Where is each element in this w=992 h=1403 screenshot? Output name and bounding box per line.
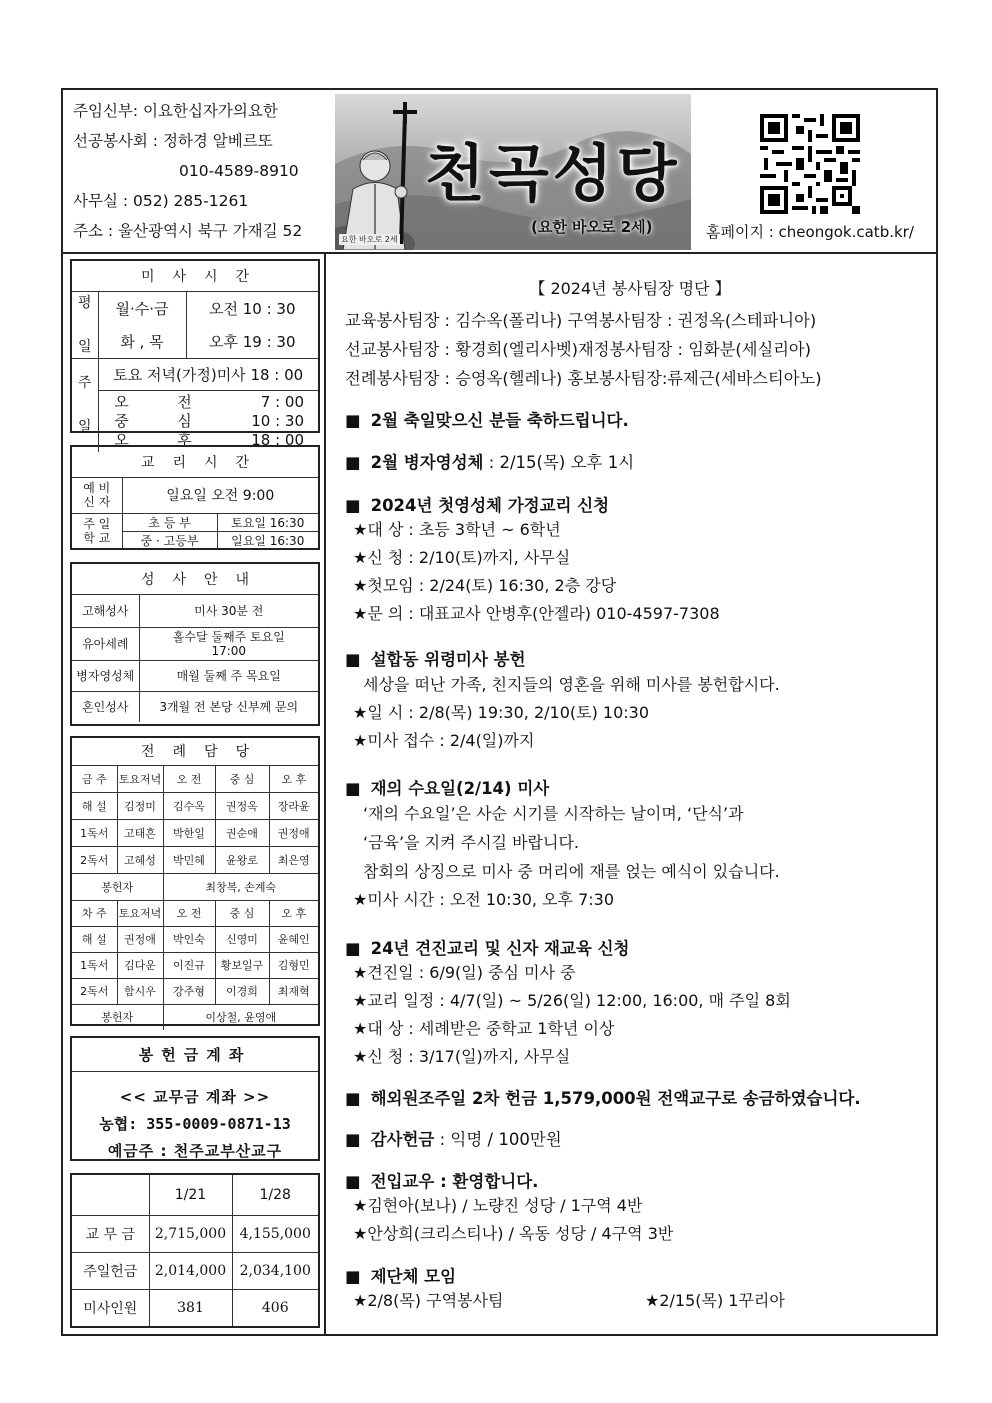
list-item: ★일 시 : 2/8(목) 19:30, 2/10(토) 10:30	[353, 703, 650, 722]
table-row: 교 무 금 2,715,000 4,155,000	[72, 1215, 318, 1252]
pastor: 주임신부: 이요한십자가의요한	[73, 102, 278, 120]
list-item: ★미사 접수 : 2/4(일)까지	[353, 731, 535, 750]
finance-table	[70, 1173, 320, 1328]
team-title: 【 2024년 봉사팀장 명단 】	[529, 279, 731, 298]
catechumen-label: 예 비 신 자	[72, 477, 122, 513]
weekday-days: 화 , 목	[98, 325, 186, 359]
table-row: 2독서 고혜성 박민혜 윤왕로 최은영	[72, 846, 318, 873]
liturgy-box	[70, 736, 320, 1026]
donation-line: << 교무금 계좌 >>	[119, 1088, 271, 1106]
table-row: 1독서 고태흔 박한일 권순애 권정애	[72, 819, 318, 846]
notice-ash-wednesday: ■ 재의 수요일(2/14) 미사 ‘재의 수요일’은 사순 시기를 시작하는 날이며, ‘단식’과 ‘금육’을 지켜 주시길 바랍니다. 참회의 상징으로 미사 중 머리에 재를 얹는 예식이 있습니다. ★미사 시간 : 오전 10:30, 오후 7:30	[345, 775, 780, 914]
weekday-label: 평 일	[72, 291, 98, 358]
notice-thanks-offering: ■ 감사헌금 : 익명 / 100만원	[345, 1130, 562, 1149]
paragraph: 세상을 떠난 가족, 친지들의 영혼을 위해 미사를 봉헌합시다.	[363, 675, 780, 694]
team-line: 선교봉사팀장 : 황경희(엘리사벳)재정봉사팀장 : 임화분(세실리아)	[345, 340, 812, 359]
mass-schedule-title: 미사시간	[72, 261, 318, 291]
mass-schedule-box	[70, 259, 320, 449]
offering-row: 봉헌자 최창복, 손계숙	[72, 873, 318, 900]
school-group: 중 · 고등부	[122, 531, 217, 549]
list-item: ★대 상 : 초등 3학년 ~ 6학년	[353, 520, 561, 539]
table-row: 1/21 1/28	[72, 1175, 318, 1215]
list-item: ★미사 시간 : 오전 10:30, 오후 7:30	[353, 890, 615, 909]
list-item: ★첫모임 : 2/24(토) 16:30, 2층 강당	[353, 576, 617, 595]
sacrament-info: 3개월 전 본당 신부께 문의	[139, 691, 318, 722]
header-divider	[61, 252, 938, 254]
sunday-label: 주 일	[72, 358, 98, 452]
council-phone: 010-4589-8910	[179, 162, 299, 180]
paragraph: ‘금육’을 지켜 주시길 바랍니다.	[363, 833, 579, 852]
list-item: ★대 상 : 세례받은 중학교 1학년 이상	[353, 1019, 615, 1038]
list-item: ★교리 일정 : 4/7(일) ~ 5/26(일) 12:00, 16:00, 매 주일 8회	[353, 991, 791, 1010]
school-group: 초 등 부	[122, 513, 217, 531]
table-row: 미사인원 381 406	[72, 1289, 318, 1326]
catechism-box	[70, 445, 320, 550]
notice-sick-communion: ■ 2월 병자영성체 : 2/15(목) 오후 1시	[345, 453, 635, 472]
council: 선공봉사회 : 정하경 알베르또	[73, 132, 273, 150]
sacrament-name: 병자영성체	[72, 660, 139, 691]
table-row: 해 설 권정애 박인숙 신영미 윤혜인	[72, 926, 318, 952]
notice-first-communion: ■ 2024년 첫영성체 가정교리 신청 ★대 상 : 초등 3학년 ~ 6학년 ★신 청 : 2/10(토)까지, 사무실 ★첫모임 : 2/24(토) 16:30, 2층 강당 ★문 의 : 대표교사 안병후(안젤라) 010-4597-7308	[345, 492, 720, 628]
weekday-days: 월·수·금	[98, 291, 186, 325]
sunday-school-label: 주 일 학 교	[72, 513, 122, 549]
address: 주소 : 울산광역시 북구 가재길 52	[73, 222, 303, 240]
list-item: ★견진일 : 6/9(일) 중심 미사 중	[353, 963, 576, 982]
weekday-time: 오후 19 : 30	[186, 325, 318, 359]
list-item: ★2/8(목) 구역봉사팀 ★2/15(목) 1꾸리아	[353, 1291, 785, 1310]
team-line: 교육봉사팀장 : 김수옥(폴리나) 구역봉사팀장 : 권정옥(스테파니아)	[345, 311, 817, 330]
church-info	[73, 96, 328, 246]
notice-newcomers: ■ 전입교우 : 환영합니다. ★김현아(보나) / 노량진 성당 / 1구역 4반 ★안상희(크리스티나) / 옥동 성당 / 4구역 3반	[345, 1168, 673, 1248]
photo-caption: 요한 바오로 2세	[341, 235, 398, 244]
church-logo	[335, 94, 691, 250]
table-row: 2독서 함시우 강주형 이경희 최재혁	[72, 978, 318, 1004]
catechism-title: 교리시간	[72, 447, 318, 477]
school-time: 일요일 16:30	[217, 531, 318, 549]
table-row: 주일헌금 2,014,000 2,034,100	[72, 1252, 318, 1289]
sacrament-info: 미사 30분 전	[139, 594, 318, 627]
liturgy-head-row: 금 주 토요저녁 오 전 중 심 오 후	[72, 765, 318, 792]
list-item: ★신 청 : 2/10(토)까지, 사무실	[353, 548, 571, 567]
sacrament-name: 고해성사	[72, 594, 139, 627]
liturgy-title: 전례담당	[72, 738, 318, 765]
team-leaders	[345, 276, 935, 393]
donation-title: 봉헌금계좌	[72, 1038, 318, 1072]
sacrament-name: 혼인성사	[72, 691, 139, 722]
saturday-mass: 토요 저녁(가정)미사 18 : 00	[98, 358, 318, 390]
donation-account-box	[70, 1036, 320, 1161]
account-holder: 예금주 : 천주교부산교구	[107, 1142, 283, 1160]
list-item: ★신 청 : 3/17(일)까지, 사무실	[353, 1047, 571, 1066]
notice-confirmation: ■ 24년 견진교리 및 신자 재교육 신청 ★견진일 : 6/9(일) 중심 미사 중 ★교리 일정 : 4/7(일) ~ 5/26(일) 12:00, 16:00, 매 주일 8회 ★대 상 : 세례받은 중학교 1학년 이상 ★신 청 : 3/17(일)까지, 사무실	[345, 935, 791, 1071]
sunday-times: 오 전 7 : 00 중 심 10 : 30 오 후 18 : 00	[98, 390, 318, 452]
homepage-url[interactable]: 홈페이지 : cheongok.catb.kr/	[706, 223, 914, 241]
notice-group-meetings: ■ 제단체 모임 ★2/8(목) 구역봉사팀 ★2/15(목) 1꾸리아	[345, 1263, 785, 1315]
sacraments-box	[70, 562, 320, 726]
sacraments-title: 성사안내	[72, 564, 318, 594]
list-item: ★안상희(크리스티나) / 옥동 성당 / 4구역 3반	[353, 1224, 674, 1243]
church-name: 천곡성당	[425, 137, 681, 210]
notice-memorial-mass: ■ 설합동 위령미사 봉헌 세상을 떠난 가족, 친지들의 영혼을 위해 미사를 봉헌합시다. ★일 시 : 2/8(목) 19:30, 2/10(토) 10:30 ★미사 접수 : 2/4(일)까지	[345, 646, 780, 755]
sacrament-info: 홀수달 둘째주 토요일 17:00	[139, 627, 318, 660]
weekday-time: 오전 10 : 30	[186, 291, 318, 325]
qr-code-icon[interactable]	[760, 114, 860, 214]
notice-birthday: ■ 2월 축일맞으신 분들 축하드립니다.	[345, 411, 629, 430]
list-item: ★김현아(보나) / 노량진 성당 / 1구역 4반	[353, 1196, 643, 1215]
office-phone: 사무실 : 052) 285-1261	[73, 192, 249, 210]
list-item: ★문 의 : 대표교사 안병후(안젤라) 010-4597-7308	[353, 604, 720, 623]
catechumen-time: 일요일 오전 9:00	[122, 477, 318, 513]
school-time: 토요일 16:30	[217, 513, 318, 531]
paragraph: ‘재의 수요일’은 사순 시기를 시작하는 날이며, ‘단식’과	[363, 804, 744, 823]
bank-account: 농협: 355-0009-0871-13	[99, 1115, 291, 1133]
team-line: 전례봉사팀장 : 승영옥(헬레나) 홍보봉사팀장:류제근(세바스티아노)	[345, 369, 822, 388]
sacrament-info: 매월 둘째 주 목요일	[139, 660, 318, 691]
table-row: 해 설 김정미 김수옥 권정옥 장라윤	[72, 792, 318, 819]
offering-row: 봉헌자 이상철, 윤영애	[72, 1004, 318, 1030]
liturgy-head-row: 차 주 토요저녁 오 전 중 심 오 후	[72, 900, 318, 926]
column-divider	[324, 253, 326, 1336]
sacrament-name: 유아세례	[72, 627, 139, 660]
paragraph: 참회의 상징으로 미사 중 머리에 재를 얹는 예식이 있습니다.	[363, 862, 780, 881]
notice-mission-offering: ■ 해외원조주일 2차 헌금 1,579,000원 전액교구로 송금하였습니다.	[345, 1089, 861, 1108]
patron-saint: (요한 바오로 2세)	[531, 218, 653, 236]
table-row: 1독서 김다운 이진규 황보일구 김형민	[72, 952, 318, 978]
